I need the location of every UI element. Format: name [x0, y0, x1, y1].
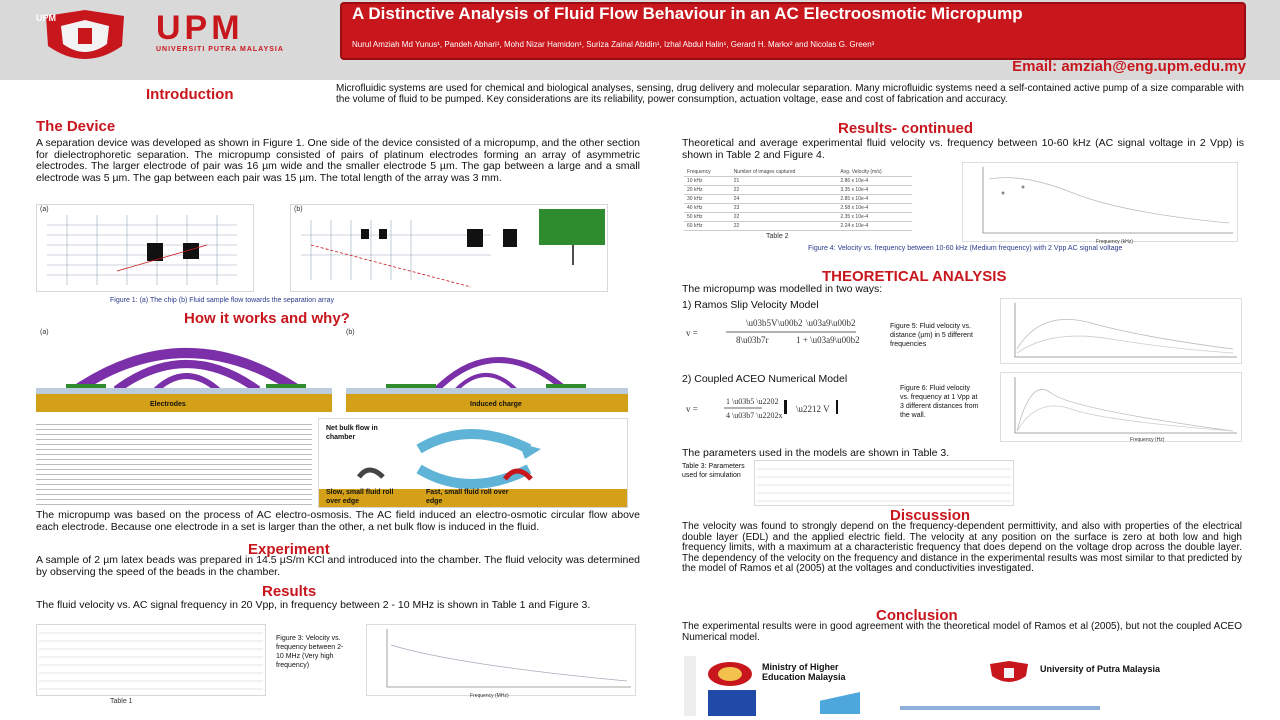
- table-1-caption: Table 1: [110, 698, 133, 705]
- figure-1-caption: Figure 1: (a) The chip (b) Fluid sample flow towards the separation array: [110, 297, 334, 304]
- table-1: [36, 624, 266, 696]
- table-row: 20 kHz 22 3.35 x 10e-4: [684, 186, 912, 195]
- footer-text-band: [900, 706, 1100, 710]
- footer-cyan-logo: [820, 692, 860, 714]
- equation-1: [686, 316, 876, 348]
- table-2: [684, 168, 912, 231]
- figure-2-description: [36, 420, 312, 508]
- introduction-text: Microfluidic systems are used for chemical and biological analyses, sensing, drug delivery and molecular separation. Many microfluidic systems need a self-contained active pump of a size comparable with the volume of fluid to be pumped. Key considerations are its reliability, power consumption, actuation voltage, ease and cost of fabrication and accuracy.: [336, 83, 1244, 105]
- table-3-caption: Table 3: Parameters used for simulation: [682, 463, 745, 479]
- table-2-header: Avg. Velocity (m/s): [837, 168, 912, 177]
- figure-3-caption: Figure 3: Velocity vs. frequency between 2-10 MHz (Very high frequency): [276, 635, 344, 669]
- figure-1a: [36, 204, 254, 292]
- svg-text:\u03a9\u00b2: \u03a9\u00b2: [806, 318, 856, 328]
- how-label-a: (a): [40, 329, 49, 336]
- upm-logo: [156, 10, 316, 60]
- figure-4-xlabel: Frequency (kHz): [1096, 239, 1133, 245]
- svg-text:v =: v =: [686, 404, 698, 414]
- svg-text:\u2212 V: \u2212 V: [796, 404, 830, 414]
- results-heading: Results: [262, 583, 317, 600]
- conclusion-heading: Conclusion: [876, 607, 958, 624]
- figure-5-caption: Figure 5: Fluid velocity vs. distance (µm) in 5 different frequencies: [890, 323, 973, 348]
- poster-title: A Distinctive Analysis of Fluid Flow Behaviour in an AC Electroosmotic Micropump: [352, 4, 1023, 23]
- figure-6-xlabel: Frequency (Hz): [1130, 437, 1165, 443]
- upm-logo-text: UPM: [156, 9, 244, 47]
- figure-1a-label: (a): [40, 206, 49, 213]
- table-row: 10 kHz 21 2.86 x 10e-4: [684, 177, 912, 186]
- theory-heading: THEORETICAL ANALYSIS: [822, 268, 1007, 285]
- table-row: 40 kHz 23 2.58 x 10e-4: [684, 204, 912, 213]
- model-2-title: 2) Coupled ACEO Numerical Model: [682, 373, 848, 385]
- svg-text:v =: v =: [686, 328, 698, 338]
- figure-6-plot: [1000, 372, 1242, 442]
- table-row: 60 kHz 22 2.24 x 10e-4: [684, 222, 912, 231]
- slow-flow-label: Slow, small fluid roll over edge: [326, 489, 394, 505]
- table-row: 50 kHz 22 2.35 x 10e-4: [684, 213, 912, 222]
- svg-text:4 \u03b7 \u2202x: 4 \u03b7 \u2202x: [726, 411, 783, 420]
- how-text: The micropump was based on the process of AC electro-osmosis. The AC field induced an electro-osmotic circular flow above each electrode. Because one electrode in a set is larger than the other, a net bulk flow is induced in the fluid.: [36, 509, 640, 533]
- author-list: Nurul Amziah Md Yunus¹, Pandeh Abhari¹, Mohd Nizar Hamidon¹, Suriza Zainal Abidin¹, Izhal Abdul Halin¹, Gerard H. Markx² and Nicolas G. Green³: [352, 40, 875, 49]
- footer-blue-logo: [708, 690, 756, 716]
- figure-6-caption: Figure 6: Fluid velocity vs. frequency at 1 Vpp at 3 different distances from the wall.: [900, 385, 979, 419]
- results-text: The fluid velocity vs. AC signal frequency in 20 Vpp, in frequency between 2 - 10 MHz is shown in Table 1 and Figure 3.: [36, 599, 591, 611]
- seal-text: UPM: [36, 13, 56, 23]
- how-label-b: (b): [346, 329, 355, 336]
- upm-footer-logo-icon: [984, 660, 1034, 686]
- svg-text:1 \u03b5 \u2202: 1 \u03b5 \u2202: [726, 397, 779, 406]
- fast-flow-label: Fast, small fluid roll over edge: [426, 489, 509, 505]
- net-flow-label: Net bulk flow in chamber: [326, 425, 378, 441]
- experiment-text: A sample of 2 µm latex beads was prepared in 14.5 µS/m KCl and introduced into the chamber. The fluid velocity was determined by observing the speed of the beads in the chamber.: [36, 554, 640, 578]
- figure-4-plot: [962, 162, 1238, 242]
- footer-side-strip: [684, 656, 696, 716]
- figure-1b-label: (b): [294, 206, 303, 213]
- model-1-title: 1) Ramos Slip Velocity Model: [682, 299, 819, 311]
- discussion-text: The velocity was found to strongly depend on the frequency-dependent permittivity, and also with properties of the electrical double layer (EDL) and the applied electric field. The velocity at any position on the surface is zero at both low and high frequency limits, with a maximum at a characteristic frequency that does depend on the voltage drop across the double layer. The dependency of the velocity on the frequency and distance in the experimental results was most similar to that predicted by the model of Ramos et al (2005) at the voltages and conductivities investigated.: [682, 521, 1242, 574]
- table-2-header: Number of images captured: [731, 168, 838, 177]
- introduction-heading: Introduction: [146, 86, 234, 103]
- discussion-heading: Discussion: [890, 507, 971, 524]
- table-row: 30 kHz 24 2.85 x 10e-4: [684, 195, 912, 204]
- university-name: University of Putra Malaysia: [1040, 664, 1161, 674]
- figure-3-plot: [366, 624, 636, 696]
- results-continued-heading: Results- continued: [838, 120, 974, 137]
- contact-email[interactable]: Email: amziah@eng.upm.edu.my: [1012, 58, 1246, 75]
- parameters-text: The parameters used in the models are shown in Table 3.: [682, 447, 950, 459]
- upm-logo-subtitle: UNIVERSITI PUTRA MALAYSIA: [156, 46, 284, 53]
- results-continued-text: Theoretical and average experimental fluid velocity vs. frequency between 10-60 kHz (AC signal voltage in 2 Vpp) is shown in Table 2 and Figure 4.: [682, 137, 1244, 161]
- figure-1b: [290, 204, 608, 292]
- figure-4-caption: Figure 4: Velocity vs. frequency between 10-60 kHz (Medium frequency) with 2 Vpp AC signal voltage: [808, 245, 1123, 252]
- device-heading: The Device: [36, 118, 116, 135]
- device-text: A separation device was developed as shown in Figure 1. One side of the device consisted of a micropump, and the other section for dielectrophoretic separation. The micropump consisted of pairs of platinum electrodes forming an array of asymmetric electrodes. The larger electrode of pair was 16 µm wide and the smaller electrode 5 µm. The gap between a large and a small electrode was 5 µm. The gap between each pair was 15 µm. The total length of the array was 3 mm.: [36, 137, 640, 184]
- equation-2: [686, 396, 862, 422]
- svg-text:\u03b5V\u00b2: \u03b5V\u00b2: [746, 318, 803, 328]
- theory-intro: The micropump was modelled in two ways:: [682, 283, 883, 295]
- electrodes-label: Electrodes: [150, 401, 186, 408]
- figure-3-xlabel: Frequency (MHz): [470, 693, 509, 699]
- figure-5-plot: [1000, 298, 1242, 364]
- ministry-name: Ministry of Higher Education Malaysia: [762, 662, 846, 682]
- table-2-header: Frequency: [684, 168, 731, 177]
- conclusion-text: The experimental results were in good agreement with the theoretical model of Ramos et al (2005), but not the coupled ACEO Numerical model.: [682, 621, 1242, 643]
- svg-text:8\u03b7r: 8\u03b7r: [736, 335, 769, 345]
- how-heading: How it works and why?: [184, 310, 350, 327]
- table-2-caption: Table 2: [766, 233, 789, 240]
- svg-text:1 + \u03a9\u00b2: 1 + \u03a9\u00b2: [796, 335, 860, 345]
- experiment-heading: Experiment: [248, 541, 330, 558]
- induced-charge-label: Induced charge: [470, 401, 522, 408]
- table-3: [754, 460, 1014, 506]
- ministry-logo-icon: [706, 660, 754, 688]
